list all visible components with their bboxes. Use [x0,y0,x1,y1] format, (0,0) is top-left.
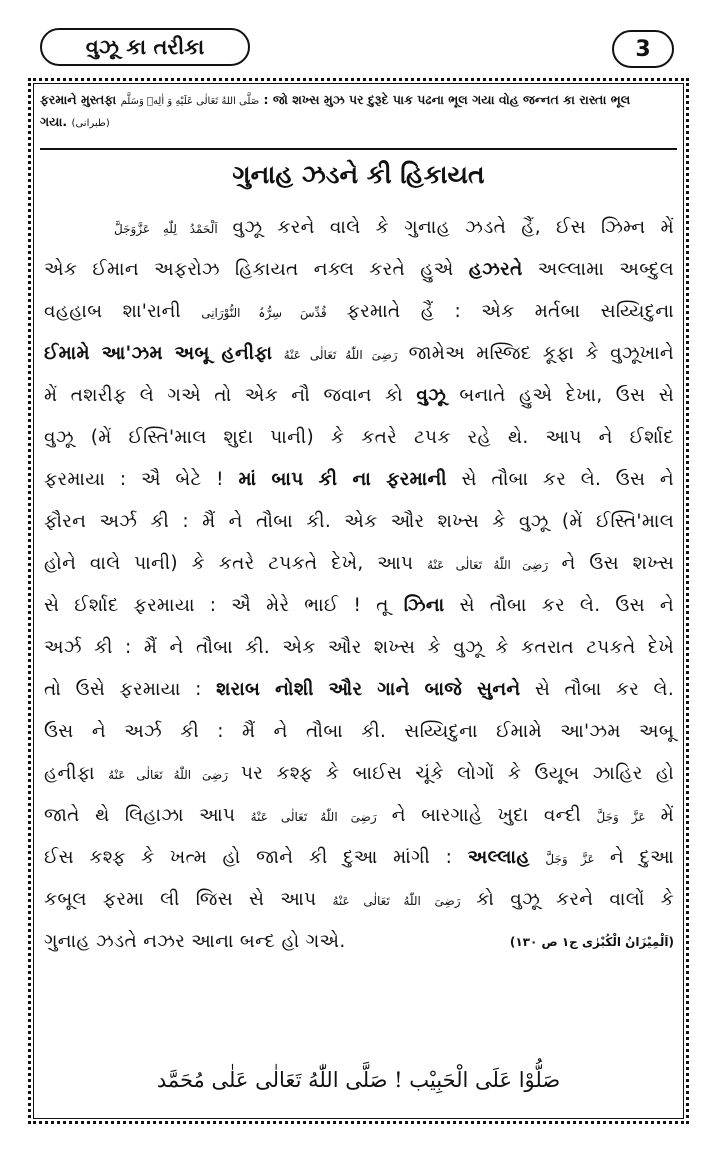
body-line-15 [44,795,674,837]
body-line-7 [44,459,674,501]
text: ને ઉસ શખ્સ [561,553,674,574]
body-line-13 [44,711,674,753]
hadith-line-2 [40,112,677,134]
bold-text: ઈમામે આ'ઝમ અબૂ હનીફા [44,343,273,364]
body-line-18 [44,921,674,963]
text: તો ઉસે ફરમાયા : [44,679,202,700]
body-line-8 [44,501,674,543]
bold-text: વુઝૂ [416,385,447,406]
text: સે તૌબા કર લે. ઉસ ને [459,595,674,616]
hadith-reference: (طبرانی) [71,118,110,129]
text: ઉસ ને અર્ઝ કી : મૈં ને તૌબા કી. સય્યિદુના ઈમામે આ'ઝમ અબૂ [44,721,674,742]
text: પર કશ્ફ કે બાઈસ ચૂંકે લોગોં કે ઉયૂબ ઝાહિર હો [241,763,675,784]
book-title: વુઝૂ કા તરીકા [85,34,205,59]
story-body [44,207,674,963]
arabic-radiya: رَضِیَ اللّٰهُ تَعَالٰی عَنْهُ [427,558,549,572]
bold-text: શરાબ નોશી ઔર ગાને બાજે સુનને [216,679,521,700]
book-title-badge [40,28,250,66]
bold-text: હઝરતે [468,259,523,280]
body-line-3 [44,291,674,333]
page-number-badge [612,30,674,68]
text: ને દુઆ [609,847,674,868]
hadith-banner [40,90,677,150]
text: જાતે થે લિહાઝા આપ [44,805,236,826]
arabic-radiya: رَضِیَ اللّٰهُ تَعَالٰی عَنْهُ [283,348,398,362]
arabic-radiya: رَضِیَ اللّٰهُ تَعَالٰی عَنْهُ [108,768,228,782]
body-line-5 [44,375,674,417]
text: મેં તશરીફ લે ગએ તો એક નૌ જવાન કો [44,385,403,406]
text: ફરમાયા : ઐ બેટે ! [44,469,224,490]
arabic-quddisa: قُدِّسَ سِرُّہُ النُّوْرَانِی [201,306,327,320]
text: જામેઅ મસ્જિદ કૂફા કે વુઝૂખાને [408,343,674,364]
text: હનીફા [44,763,95,784]
text: અલ્લામા અબ્દુલ [537,259,674,280]
text: ફૌરન અર્ઝ કી : મૈં ને તૌબા કી. એક ઔર શખ્સ કે વુઝૂ (મેં ઈસ્તિ'માલ [44,511,674,532]
body-line-10 [44,585,674,627]
body-line-6 [44,417,674,459]
hadith-line-1 [40,90,677,112]
body-line-17 [44,879,674,921]
text: ઈસ કશ્ફ કે ખત્મ હો જાને કી દુઆ માંગી : [44,847,453,868]
body-line-14 [44,753,674,795]
hadith-prefix: ફરમાને મુસ્તફા [40,92,117,107]
arabic-hamd: اَلْحَمْدُ لِلّٰهِ عَزَّوَجَلَّ [114,222,218,236]
text: વુઝૂ (મેં ઈસ્તિ'માલ શુદા પાની) કે કતરે ટપક રહે થે. આપ ને ઈર્શાદ [44,427,674,448]
text: સે ઈર્શાદ ફરમાયા : ઐ મેરે ભાઈ ! તૂ [44,595,389,616]
text: હોને વાલે પાની) કે કતરે ટપકતે દેખે, આપ [44,553,414,574]
closing-salutation: صَلُّوْا عَلَی الْحَبِیْب ! صَلَّی اللّٰهُ تَعَالٰی عَلٰی مُحَمَّد [156,1068,561,1092]
bold-text: અલ્લાહ [467,847,530,868]
text: કબૂલ ફરમા લી જિસ સે આપ [44,889,317,910]
body-line-2 [44,249,674,291]
bold-text: માં બાપ કી ના ફરમાની [238,469,447,490]
body-line-16 [44,837,674,879]
arabic-radiya: رَضِیَ اللّٰهُ تَعَالٰی عَنْهُ [332,894,461,908]
hadith-text-1: : જો શખ્સ મુઝ પર દુરૂદે પાક પઢના ભૂલ ગયા વોહ જન્નત કા રાસ્તા ભૂલ [263,92,631,107]
text: ને બારગાહે ખુદા વન્દી [391,805,582,826]
body-line-1 [44,207,674,249]
text: અર્ઝ કી : મૈં ને તૌબા કી. એક ઔર શખ્સ કે વુઝૂ કે કતરાત ટપકતે દેખે [44,637,674,658]
text: ગુનાહ ઝડતે નઝર આના બન્દ હો ગએ. [44,931,346,952]
arabic-azza: عَزَّ وَجَلَّ [596,810,646,824]
arabic-radiya: رَضِیَ اللّٰهُ تَعَالٰی عَنْهُ [250,810,377,824]
source-reference: (اَلْمِیْزَانُ الْکُبْرٰی ج۱ ص ۱۳۰) [509,935,674,949]
hadith-text-2: ગયા. [40,114,68,129]
body-line-12 [44,669,674,711]
arabic-azza: عَزَّ وَجَلَّ [545,852,595,866]
bold-text: ઝિના [403,595,445,616]
text: મેં [660,805,674,826]
text: એક ઈમાન અફરોઝ હિકાયત નક્લ કરતે હુએ [44,259,454,280]
page-number: 3 [635,36,651,62]
body-line-11 [44,627,674,669]
text: કો વુઝૂ કરને વાલોં કે [476,889,675,910]
hadith-divider [40,148,677,150]
text: વહહાબ શા'રાની [44,301,181,322]
text: સે તૌબા કર લે. [534,679,675,700]
hadith-salutation: صَلَّى اللهُ تَعَالٰى عَلَيْهِ وَ اٰلِهٖ وَسَلَّم [120,96,260,107]
body-line-9 [44,543,674,585]
body-line-4 [44,333,674,375]
text: સે તૌબા કર લે. ઉસ ને [461,469,675,490]
text: બનાતે હુએ દેખા, ઉસ સે [459,385,674,406]
text: વુઝૂ કરને વાલે કે ગુનાહ ઝડતે હૈં, ઈસ ઝિમ્ન મેં [232,217,675,238]
text: ફરમાતે હૈં : એક મર્તબા સય્યિદુના [346,301,674,322]
section-title: ગુનાહ ઝડને કી હિકાયત [232,160,485,189]
